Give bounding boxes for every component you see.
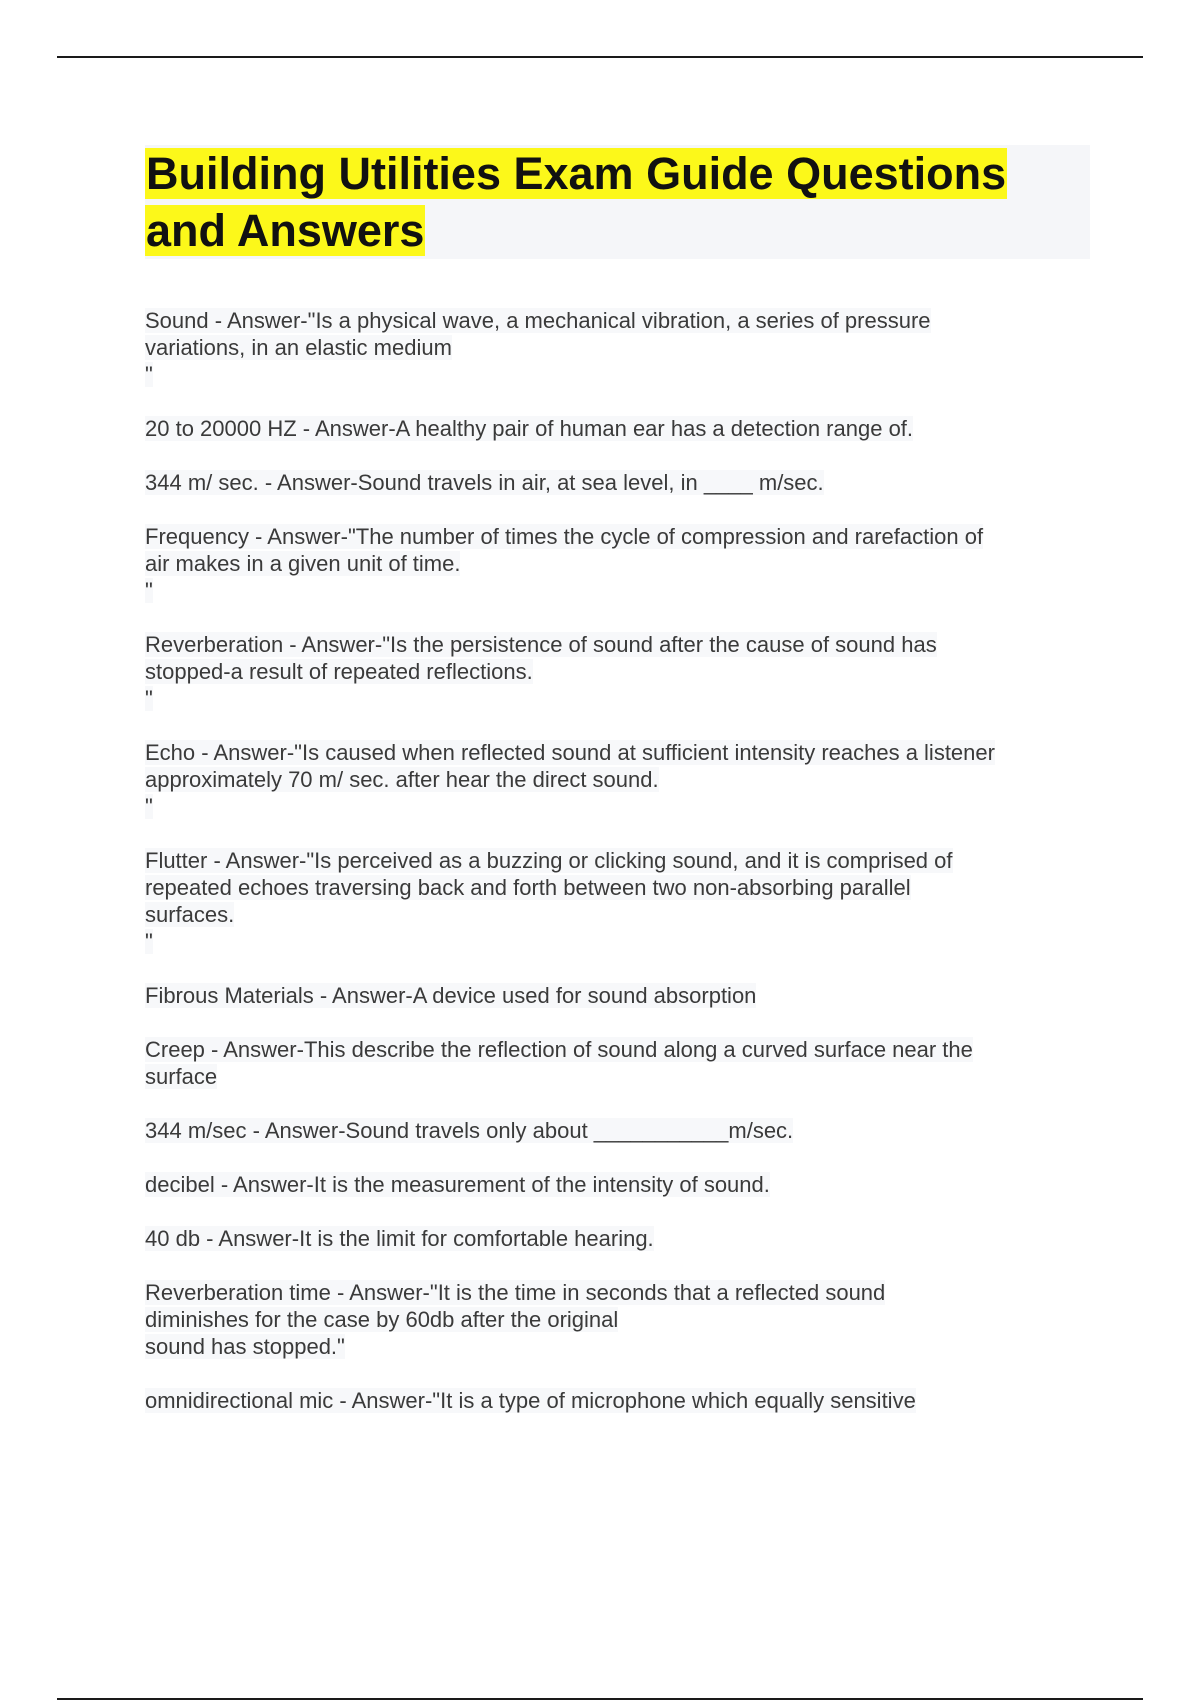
qa-entry-decibel [145,1171,1090,1198]
qa-entry-omnidirectional-mic [145,1387,1090,1414]
qa-entry-speed-of-sound [145,469,1090,496]
qa-text: 40 db - Answer-It is the limit for comfortable hearing. [145,1226,654,1251]
page-content [145,145,1090,1441]
qa-entry-fibrous-materials [145,982,1090,1009]
qa-entry-reverberation-time [145,1279,1090,1360]
qa-text: Echo - Answer-"Is caused when reflected sound at sufficient intensity reaches a listener approximately 70 m/ sec. after hear the direct sound. " [145,740,995,819]
qa-entry-hearing-range [145,415,1090,442]
qa-entry-sound [145,307,1090,388]
qa-text: 20 to 20000 HZ - Answer-A healthy pair of human ear has a detection range of. [145,416,914,441]
qa-text: Reverberation time - Answer-"It is the time in seconds that a reflected sound diminishes for the case by 60db after the original sound has stopped." [145,1280,886,1359]
qa-entry-reverberation [145,631,1090,712]
qa-entry-creep [145,1036,1090,1090]
qa-text: Sound - Answer-"Is a physical wave, a mechanical vibration, a series of pressure variations, in an elastic medium " [145,308,931,387]
qa-text: 344 m/sec - Answer-Sound travels only about ___________m/sec. [145,1118,794,1143]
qa-text: Frequency - Answer-"The number of times the cycle of compression and rarefaction of air makes in a given unit of time. " [145,524,984,603]
qa-text: Reverberation - Answer-"Is the persistence of sound after the cause of sound has stopped-a result of repeated reflections. " [145,632,937,711]
qa-entry-comfortable-hearing [145,1225,1090,1252]
qa-text: decibel - Answer-It is the measurement of the intensity of sound. [145,1172,770,1197]
qa-text: Creep - Answer-This describe the reflection of sound along a curved surface near the surface [145,1037,973,1089]
top-rule [57,56,1143,58]
qa-text: Flutter - Answer-"Is perceived as a buzzing or clicking sound, and it is comprised of repeated echoes traversing back and forth between two non-absorbing parallel surfaces. " [145,848,953,954]
qa-entry-flutter [145,847,1090,955]
qa-text: Fibrous Materials - Answer-A device used for sound absorption [145,983,757,1008]
qa-list [145,307,1090,1414]
qa-text: omnidirectional mic - Answer-"It is a type of microphone which equally sensitive [145,1388,916,1413]
title-highlight: Building Utilities Exam Guide Questions and Answers [146,148,1007,256]
qa-text: 344 m/ sec. - Answer-Sound travels in air, at sea level, in ____ m/sec. [145,470,824,495]
qa-entry-frequency [145,523,1090,604]
qa-entry-echo [145,739,1090,820]
document-title [145,145,1090,259]
qa-entry-sound-travel [145,1117,1090,1144]
